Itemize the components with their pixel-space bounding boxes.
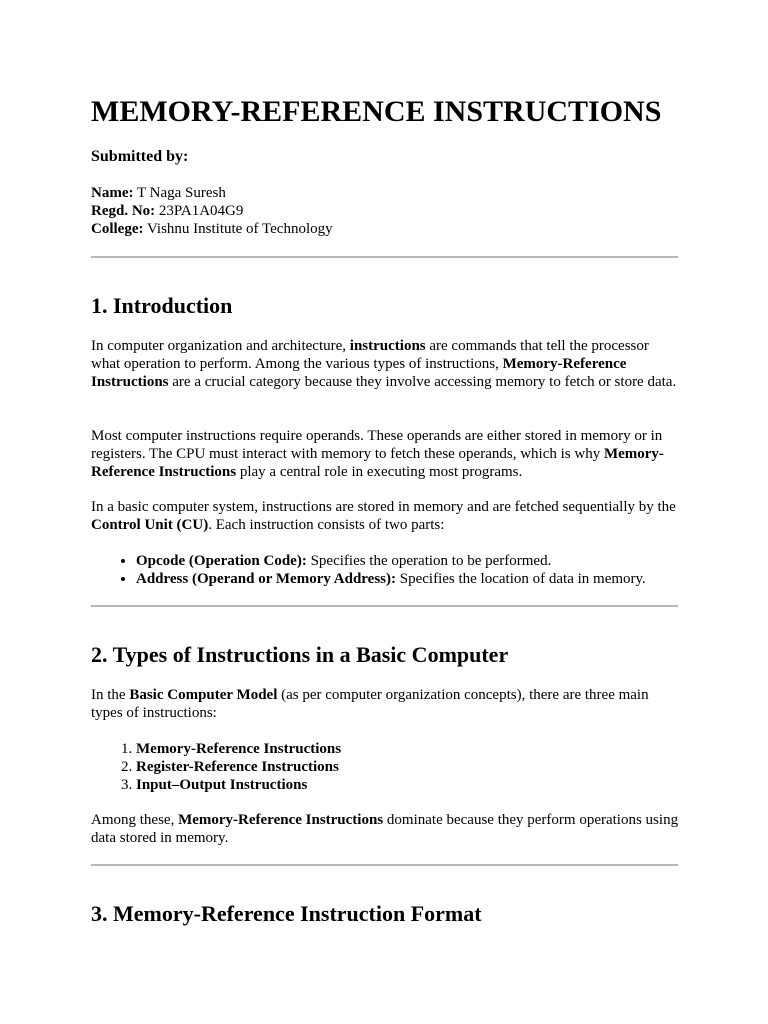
types-paragraph-2 [91, 811, 679, 847]
author-info [91, 184, 333, 238]
list-item [136, 776, 341, 794]
list-item-text: Register-Reference Instructions [136, 759, 339, 775]
list-item [136, 758, 341, 776]
intro-paragraph-3 [91, 498, 679, 534]
bullet-label: Opcode (Operation Code): [136, 553, 307, 569]
section-divider [91, 256, 678, 258]
intro-paragraph-1 [91, 337, 679, 391]
bullet-text: Specifies the location of data in memory. [396, 571, 646, 587]
bullet-text: Specifies the operation to be performed. [306, 553, 552, 569]
list-item [136, 740, 341, 758]
text-run: (as per computer organization concepts), there are three main types of instructions: [91, 687, 649, 721]
name-line [91, 184, 333, 202]
instruction-parts-list [91, 552, 646, 588]
regd-line [91, 202, 333, 220]
list-item [136, 570, 646, 588]
section-heading-format: 3. Memory-Reference Instruction Format [91, 901, 482, 926]
college-line [91, 220, 333, 238]
text-run: are a crucial category because they involve accessing memory to fetch or store data. [168, 374, 677, 390]
text-run: In the [91, 687, 130, 703]
submitted-by-label: Submitted by: [91, 148, 189, 165]
text-run: In computer organization and architecture, [91, 338, 350, 354]
bold-term: Memory-Reference Instructions [178, 812, 384, 828]
section-heading-introduction: 1. Introduction [91, 293, 233, 318]
text-run: are commands that tell the processor what operation to perform. Among the various types of instructions, [91, 338, 649, 372]
section-heading-types: 2. Types of Instructions in a Basic Computer [91, 642, 509, 667]
name-label: Name: [91, 185, 134, 201]
text-run: Among these, [91, 812, 179, 828]
section-divider [91, 864, 678, 866]
text-run: . Each instruction consists of two parts: [208, 517, 445, 533]
text-run: play a central role in executing most programs. [236, 464, 523, 480]
regd-value: 23PA1A04G9 [155, 203, 244, 219]
intro-paragraph-2 [91, 427, 679, 481]
text-run: In a basic computer system, instructions are stored in memory and are fetched sequentially by the [91, 499, 676, 515]
bold-term: instructions [349, 338, 426, 354]
bullet-label: Address (Operand or Memory Address): [136, 571, 396, 587]
list-item [136, 552, 646, 570]
text-run: Most computer instructions require operands. These operands are either stored in memory or in registers. The CPU must interact with memory to fetch these operands, which is why [91, 428, 663, 462]
name-value: T Naga Suresh [133, 185, 226, 201]
document-title: MEMORY-REFERENCE INSTRUCTIONS [91, 95, 662, 128]
bold-term: Control Unit (CU) [91, 517, 209, 533]
regd-label: Regd. No: [91, 203, 156, 219]
bold-term: Memory-Reference Instructions [91, 446, 664, 480]
bold-term: Memory-Reference Instructions [91, 356, 627, 390]
list-item-text: Memory-Reference Instructions [136, 741, 342, 757]
college-value: Vishnu Institute of Technology [143, 221, 333, 237]
section-divider [91, 605, 678, 607]
college-label: College: [91, 221, 144, 237]
bold-term: Basic Computer Model [129, 687, 278, 703]
list-item-text: Input–Output Instructions [136, 777, 308, 793]
text-run: dominate because they perform operations using data stored in memory. [91, 812, 679, 846]
types-paragraph-1 [91, 686, 679, 722]
instruction-types-list [91, 740, 341, 794]
